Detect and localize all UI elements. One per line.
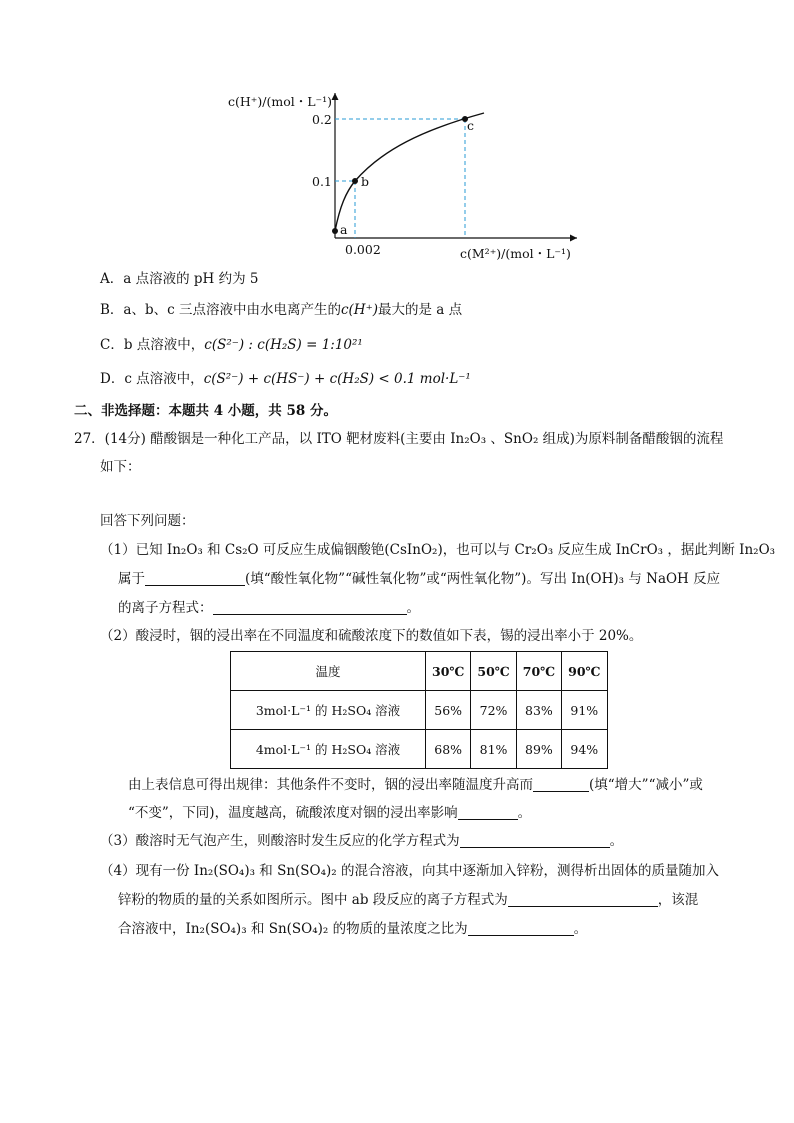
p2-line3-text: “不变”，下同)，温度越高，硫酸浓度对铟的浸出率影响 (128, 805, 458, 821)
p1-line2 (118, 570, 720, 588)
option-a: A．a 点溶液的 pH 约为 5 (100, 271, 259, 287)
p4-line2 (118, 891, 698, 909)
p4-line3-tail: 。 (573, 921, 588, 937)
x-tick-0-002: 0.002 (345, 242, 381, 257)
p2-line3-tail: 。 (517, 805, 532, 821)
table-header-cell: 温度 (231, 652, 426, 691)
table-header-row (231, 652, 608, 691)
answer-intro: 回答下列问题： (100, 513, 195, 529)
y-axis-label: c(H⁺)/(mol・L⁻¹) (228, 94, 333, 109)
leach-table (230, 651, 608, 769)
point-label-c: c (467, 118, 475, 133)
y-tick-0-1: 0.1 (312, 174, 332, 189)
option-b (100, 301, 462, 319)
option-d (100, 370, 471, 388)
p2-line2-text: 由上表信息可得出规律：其他条件不变时，铟的浸出率随温度升高而 (128, 777, 533, 793)
table-row-label: 4mol·L⁻¹ 的 H₂SO₄ 溶液 (231, 730, 426, 769)
table-row (231, 730, 608, 769)
table-cell: 72% (471, 691, 516, 730)
p1-line3 (118, 599, 420, 617)
y-tick-0-2: 0.2 (312, 112, 332, 127)
p4-line2-tail: ，该混 (657, 892, 699, 908)
blank-2[interactable] (213, 600, 407, 615)
blank-7[interactable] (468, 921, 574, 936)
p2-line2-tail: (填“增大”“减小”或 (589, 777, 703, 793)
point-label-a: a (340, 222, 348, 237)
curve (335, 113, 484, 231)
p1-line2-text: 属于 (118, 571, 145, 587)
point-label-b: b (361, 174, 370, 189)
table-header-cell: 30℃ (426, 652, 471, 691)
blank-4[interactable] (458, 805, 518, 820)
p1-line3-text: 的离子方程式： (118, 600, 213, 616)
p1-line2-tail: (填“酸性氧化物”“碱性氧化物”或“两性氧化物”)。写出 In(OH)₃ 与 NaOH 反应 (245, 571, 721, 587)
p3 (100, 832, 623, 850)
section-heading: 二、非选择题：本题共 4 小题，共 58 分。 (74, 403, 337, 419)
option-d-text: D．c 点溶液中， (100, 371, 204, 387)
option-b-tail: 最大的是 a 点 (377, 302, 463, 318)
table-header-cell: 90℃ (562, 652, 607, 691)
blank-1[interactable] (145, 571, 245, 586)
point-a (332, 228, 338, 234)
q27-line2: 如下： (100, 459, 141, 475)
q27-line1: 27．(14分) 醋酸铟是一种化工产品，以 ITO 靶材废料(主要由 In₂O₃ 、SnO₂ 组成)为原料制备醋酸铟的流程 (74, 431, 724, 447)
p1-line1: （1）已知 In₂O₃ 和 Cs₂O 可反应生成偏铟酸铯(CsInO₂)，也可以与 Cr₂O₃ 反应生成 InCrO₃ ，据此判断 In₂O₃ (100, 542, 776, 558)
table-cell: 68% (426, 730, 471, 769)
p2-line2 (128, 776, 703, 794)
table-cell: 94% (562, 730, 607, 769)
option-c (100, 336, 363, 354)
table-cell: 83% (516, 691, 561, 730)
table-cell: 89% (516, 730, 561, 769)
option-c-text: C．b 点溶液中， (100, 337, 205, 353)
p4-line1: （4）现有一份 In₂(SO₄)₃ 和 Sn(SO₄)₂ 的混合溶液，向其中逐渐加入锌粉，测得析出固体的质量随加入 (100, 863, 719, 879)
table-cell: 81% (471, 730, 516, 769)
table-row (231, 691, 608, 730)
option-b-expr: c(H⁺) (340, 302, 378, 318)
blank-3[interactable] (533, 777, 589, 792)
titration-graph (222, 88, 582, 268)
p2-line1: （2）酸浸时，铟的浸出率在不同温度和硫酸浓度下的数值如下表，锡的浸出率小于 20%。 (100, 628, 643, 644)
p4-line3 (118, 920, 587, 938)
option-d-expr: c(S²⁻) + c(HS⁻) + c(H₂S) < 0.1 mol·L⁻¹ (203, 371, 471, 387)
blank-6[interactable] (508, 892, 658, 907)
table-cell: 91% (562, 691, 607, 730)
table-cell: 56% (426, 691, 471, 730)
p2-line3 (128, 804, 531, 822)
blank-5[interactable] (460, 833, 610, 848)
p1-line3-tail: 。 (406, 600, 420, 616)
table-header-cell: 70℃ (516, 652, 561, 691)
point-b (352, 178, 358, 184)
p3-tail: 。 (609, 833, 624, 849)
p3-text: （3）酸溶时无气泡产生，则酸溶时发生反应的化学方程式为 (100, 833, 460, 849)
p4-line2-text: 锌粉的物质的量的关系如图所示。图中 ab 段反应的离子方程式为 (118, 892, 508, 908)
x-axis-label: c(M²⁺)/(mol・L⁻¹) (460, 246, 571, 261)
option-c-expr: c(S²⁻) : c(H₂S) = 1:10²¹ (204, 337, 363, 353)
option-b-text: B．a、b、c 三点溶液中由水电离产生的 (100, 302, 341, 318)
p4-line3-text: 合溶液中，In₂(SO₄)₃ 和 Sn(SO₄)₂ 的物质的量浓度之比为 (118, 921, 468, 937)
table-row-label: 3mol·L⁻¹ 的 H₂SO₄ 溶液 (231, 691, 426, 730)
table-header-cell: 50℃ (471, 652, 516, 691)
